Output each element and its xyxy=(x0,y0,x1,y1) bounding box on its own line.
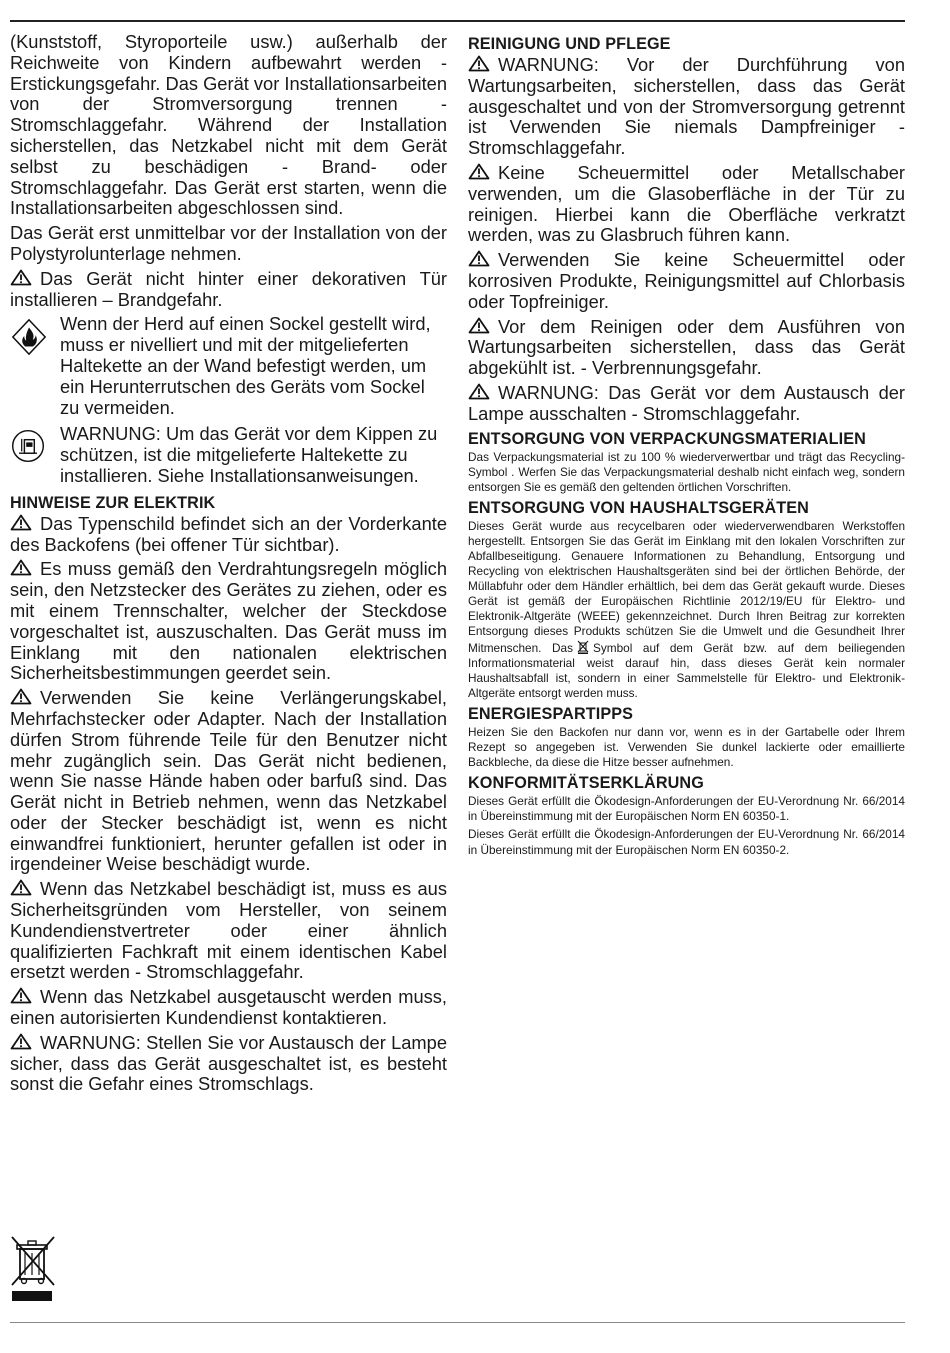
paragraph-decorative-door xyxy=(10,269,447,311)
haushaltsgeraete-text-a: Dieses Gerät wurde aus recycelbaren oder wiederverwendbaren Werkstoffen hergestellt. Entsorgen Sie das Gerät im Einklang mit den lokalen Vorschriften zur Abfallbeseitigung. Genauere Informationen zu Behandlung, Entsorgung und Recycling von elektrischen Haushaltsgeräten sind bei der örtlichen Behörde, der Müllabfuhr oder dem Händler erhältlich, bei dem das Gerät gekauft wurde. Dieses Gerät ist gemäß der Europäischen Richtlinie 2012/19/EU für Elektro- und Elektronik-Altgeräte (WEEE) gekennzeichnet. Durch Ihren Beitrag zur korrekten Entsorgung dieses Produkts schützen Sie die Umwelt und die Gesundheit Ihrer Mitmenschen. Das xyxy=(468,518,905,655)
scheuermittel-glas-text: Keine Scheuermittel oder Metallschaber verwenden, um die Glasoberfläche in der Tür zu reinigen. Hierbei kann die Oberfläche verkratzt werden, was zu Glasbruch führen kann. xyxy=(468,161,905,246)
tip-over-text: WARNUNG: Um das Gerät vor dem Kippen zu schützen, ist die mitgelieferte Haltekette zu installieren. Siehe Installationsanweisungen. xyxy=(60,423,438,486)
warning-triangle-icon xyxy=(10,269,32,286)
right-column xyxy=(468,32,905,861)
tip-over-note xyxy=(10,424,447,486)
crossed-bin-icon xyxy=(10,1235,56,1303)
left-column xyxy=(10,32,447,1099)
warning-triangle-icon xyxy=(468,163,490,180)
paragraph-abkuehlen xyxy=(468,317,905,379)
warning-triangle-icon xyxy=(468,250,490,267)
heading-konformitaet: KONFORMITÄTSERKLÄRUNG xyxy=(468,774,704,793)
paragraph-konformitaet-1: Dieses Gerät erfüllt die Ökodesign-Anforderungen der EU-Verordnung Nr. 66/2014 in Übereinstimmung mit der Europäischen Norm EN 60350-1. xyxy=(468,794,905,824)
lampe-ausschalten-text: WARNUNG: Das Gerät vor dem Austausch der Lampe ausschalten - Stromschlaggefahr. xyxy=(468,381,905,424)
heading-energiespartipps: ENERGIESPARTIPPS xyxy=(468,704,634,723)
paragraph-lampe-warnung xyxy=(10,1033,447,1095)
paragraph-typenschild xyxy=(10,514,447,556)
top-rule xyxy=(10,20,905,22)
paragraph-wartung xyxy=(468,55,905,159)
warning-triangle-icon xyxy=(468,383,490,400)
paragraph-verpackung: Das Verpackungsmaterial ist zu 100 % wiederverwertbar und trägt das Recycling-Symbol . Werfen Sie das Verpackungsmaterial deshalb nicht einfach weg, sondern entsorgen Sie es gemäß den geltenden örtlichen Vorschriften. xyxy=(468,449,905,494)
netzkabel-austausch-text: Wenn das Netzkabel ausgetauscht werden muss, einen autorisierten Kundendienst kontaktieren. xyxy=(10,986,447,1029)
bottom-rule xyxy=(10,1322,905,1323)
tip-over-icon xyxy=(10,424,52,469)
verdrahtung-text: Es muss gemäß den Verdrahtungsregeln möglich sein, den Netzstecker des Gerätes zu ziehen, oder es mit einem Trennschalter, welcher der Steckdose vorgeschaltet ist, auszuschalten. Das Gerät muss im Einklang mit den nationalen elektrischen Sicherheitsbestimmungen geerdet sein. xyxy=(10,558,447,684)
paragraph-konformitaet-2: Dieses Gerät erfüllt die Ökodesign-Anforderungen der EU-Verordnung Nr. 66/2014 in Übereinstimmung mit der Europäischen Norm EN 60350-2. xyxy=(468,827,905,857)
fire-hazard-icon xyxy=(10,314,52,361)
warning-triangle-icon xyxy=(10,688,32,705)
pedestal-text: Wenn der Herd auf einen Sockel gestellt wird, muss er nivelliert und mit der mitgelieferten Haltekette an der Wand befestigt werden, um ein Herunterrutschen des Geräts vom Sockel zu vermeiden. xyxy=(60,313,431,418)
warning-triangle-icon xyxy=(468,317,490,334)
netzkabel-beschaedigt-text: Wenn das Netzkabel beschädigt ist, muss es aus Sicherheitsgründen vom Hersteller, von seinem Kundendienstvertreter oder einer ähnlich qualifizierten Fachkraft mit einem identischen Kabel ersetzt werden - Stromschlaggefahr. xyxy=(10,878,447,983)
heading-haushaltsgeraete: ENTSORGUNG VON HAUSHALTSGERÄTEN xyxy=(468,498,809,517)
verlaengerungskabel-text: Verwenden Sie keine Verlängerungskabel, Mehrfachstecker oder Adapter. Nach der Installation dürfen Strom führende Teile für den Benutzer nicht mehr zugänglich sein. Das Gerät nicht bedienen, wenn Sie nasse Hände haben oder barfuß sind. Das Gerät nicht in Betrieb nehmen, wenn das Netzkabel oder der Stecker beschädigt ist, wenn es nicht einwandfrei funktioniert, herunter gefallen ist oder in irgendeiner Weise beschädigt wurde. xyxy=(10,687,447,875)
warning-triangle-icon xyxy=(10,514,32,531)
lampe-warnung-text: WARNUNG: Stellen Sie vor Austausch der Lampe sicher, dass das Gerät ausgeschaltet ist, es besteht sonst die Gefahr eines Stromschlags. xyxy=(10,1031,447,1095)
pedestal-note xyxy=(10,314,447,418)
warning-triangle-icon xyxy=(10,559,32,576)
warning-triangle-icon xyxy=(10,879,32,896)
heading-elektrik: HINWEISE ZUR ELEKTRIK xyxy=(10,493,216,512)
decorative-door-text: Das Gerät nicht hinter einer dekorativen Tür installieren – Brandgefahr. xyxy=(10,267,447,310)
paragraph-netzkabel-beschaedigt xyxy=(10,879,447,983)
typenschild-text: Das Typenschild befindet sich an der Vorderkante des Backofens (bei offener Tür sichtbar). xyxy=(10,512,447,555)
paragraph-polystyrol: Das Gerät erst unmittelbar vor der Installation von der Polystyrolunterlage nehmen. xyxy=(10,222,447,264)
wartung-text: WARNUNG: Vor der Durchführung von Wartungsarbeiten, sicherstellen, dass das Gerät ausgeschaltet und von der Stromversorgung getrennt ist Verwenden Sie niemals Dampfreiniger - Stromschlaggefahr. xyxy=(468,54,905,159)
paragraph-energiespartipps: Heizen Sie den Backofen nur dann vor, wenn es in der Gartabelle oder Ihrem Rezept so angegeben ist. Verwenden Sie dunkel lackierte oder emaillierte Backbleche, da diese die Hitze besser aufnehmen. xyxy=(468,724,905,770)
paragraph-korrosive-produkte xyxy=(468,250,905,312)
warning-triangle-icon xyxy=(10,1033,32,1050)
korrosive-produkte-text: Verwenden Sie keine Scheuermittel oder korrosiven Produkte, Reinigungsmittel auf Chlorbasis oder Topfreiniger. xyxy=(468,249,905,312)
paragraph-verdrahtung xyxy=(10,559,447,684)
abkuehlen-text: Vor dem Reinigen oder dem Ausführen von Wartungsarbeiten sicherstellen, dass das Gerät abgekühlt ist. - Verbrennungsgefahr. xyxy=(468,315,905,379)
warning-triangle-icon xyxy=(468,55,490,72)
paragraph-installation: (Kunststoff, Styroporteile usw.) außerhalb der Reichweite von Kindern aufbewahrt werden - Erstickungsgefahr. Das Gerät vor Installationsarbeiten von der Stromversorgung trennen - Stromschlaggefahr. Während der Installation sicherstellen, das Netzkabel nicht mit dem Gerät selbst zu beschädigen - Brand- oder Stromschlaggefahr. Das Gerät erst starten, wenn die Installationsarbeiten abgeschlossen sind. xyxy=(10,31,447,219)
paragraph-haushaltsgeraete xyxy=(468,519,905,701)
heading-verpackung: ENTSORGUNG VON VERPACKUNGSMATERIALIEN xyxy=(468,429,866,448)
haushaltsgeraete-text-b: Symbol auf dem Gerät bzw. auf dem beiliegenden Informationsmaterial weist darauf hin, dass dieses Gerät kein normaler Haushaltsabfall ist, sondern in einer Sammelstelle für Elektro- und Elektronik-Altgeräte entsorgt werden muss. xyxy=(468,640,906,700)
warning-triangle-icon xyxy=(10,987,32,1004)
paragraph-verlaengerungskabel xyxy=(10,688,447,875)
heading-reinigung: REINIGUNG UND PFLEGE xyxy=(468,35,671,53)
paragraph-lampe-ausschalten xyxy=(468,383,905,425)
paragraph-netzkabel-austausch xyxy=(10,987,447,1029)
paragraph-scheuermittel-glas xyxy=(468,163,905,246)
crossed-bin-icon xyxy=(577,640,589,654)
